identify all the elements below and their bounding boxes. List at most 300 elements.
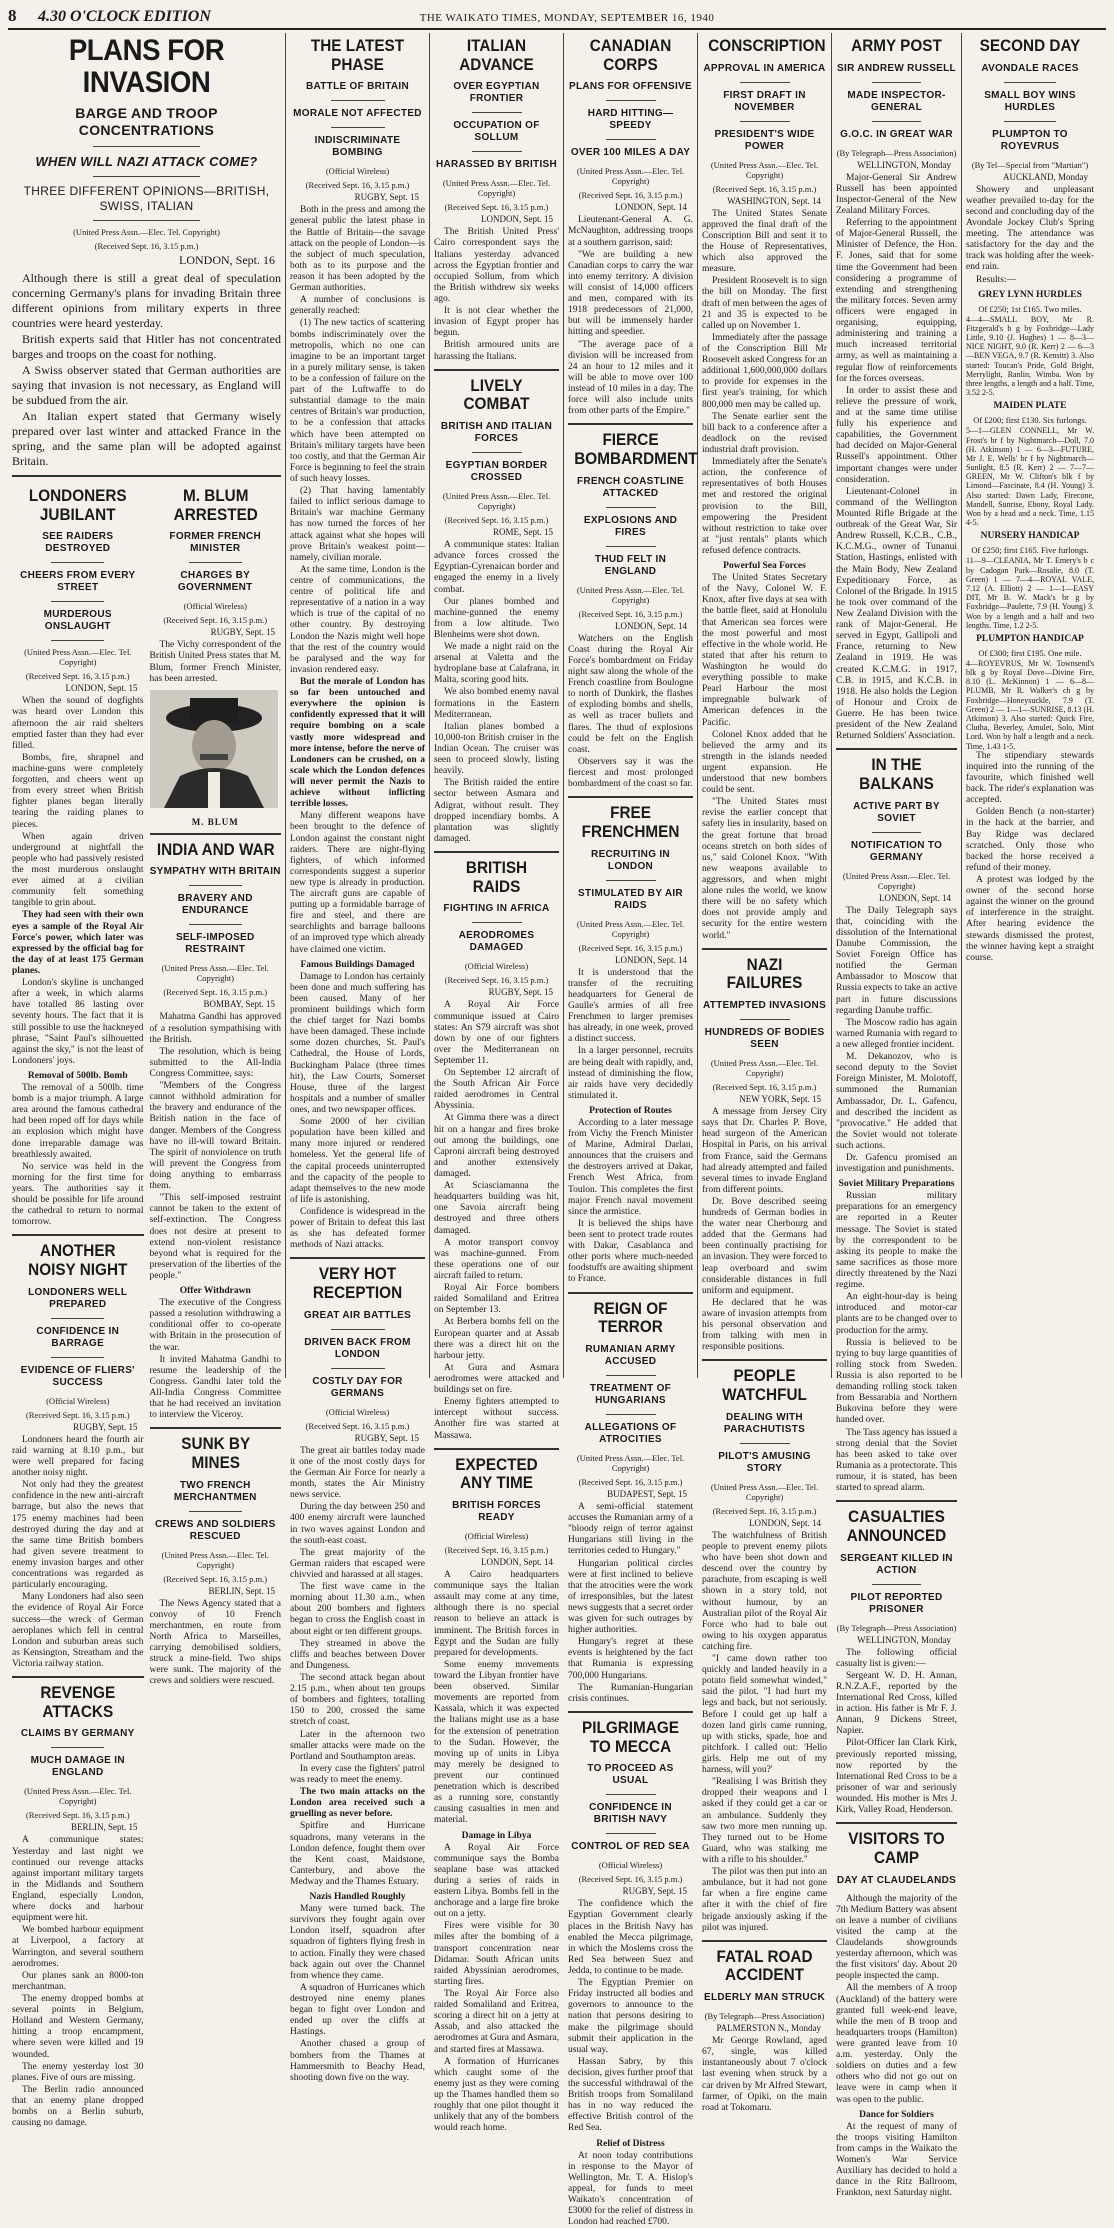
deck: GREAT AIR BATTLES (303, 1309, 412, 1321)
paragraph: A Royal Air Force communique says the Bomba seaplane base was attacked during a series of raids in eastern Libya. Bombs fell in the anchorage and a large fire broke out on a jetty. (434, 1842, 559, 1920)
paragraph: The British raided the entire sector between Asmara and Adigrat, without result. They dropped incendiary bombs. A plantation was slightly damaged. (434, 778, 559, 844)
paragraph: The United States Senate approved the final draft of the Conscription Bill and sent it to the House of Representatives, which also approved the measure. (702, 208, 827, 275)
paragraph: (1) The new tactics of scattering bombs indiscriminately over the metropolis, which no one can imagine to be an important target in a purely military sense, is taken to be a confession of failure on the part of the Luftwaffe to do substantial damage to the main centres of Britain's war production, to be a confession that attacks which have been attempted on Britain's military targets have been too costly, and that the German Air Force is beginning to feel the strain of such heavy losses. (290, 318, 425, 484)
received-line: (Received Sept. 16, 3.15 p.m.) (163, 615, 268, 626)
deck: ELDERLY MAN STRUCK (704, 1992, 825, 2004)
column-italian-advance (430, 33, 564, 2134)
received-line: (Received Sept. 16, 3.15 p.m.) (712, 183, 817, 194)
paragraph: We also bombed enemy naval formations in the Eastern Mediterranean. (434, 687, 559, 720)
deck: SYMPATHY WITH BRITAIN (149, 866, 281, 878)
paragraph: "This self-imposed restraint cannot be taken to the extent of self-extinction. The Congress does not desire at present to extend non-violent resistance beyond what is required for the preservation of the liberties of the people." (149, 1193, 281, 1281)
paragraph: Pilot-Officer Ian Clark Kirk, previously reported missing, now reported by the International Red Cross to be a prisoner of war and seriously wounded. His mother is Mrs J. Kirk, Valley Road, Henderson. (836, 1738, 957, 1816)
credit-line: (United Press Assn.—Elec. Tel. Copyright) (24, 647, 132, 668)
credit-line: (United Press Assn.—Elec. Tel. Copyright) (710, 1481, 819, 1502)
paragraph: The Moscow radio has again warned Rumania with regard to a new alleged frontier incident. (836, 1017, 957, 1050)
deck: MADE INSPECTOR-GENERAL (847, 89, 946, 113)
dateline: LONDON, Sept. 14 (481, 1557, 553, 1568)
race-results: 5—1—GLEN CONNELL, Mr W. Frost's br f by Nightmarch—Doll, 7.0 (H. Atkinson) 1 — 6—3—FUTURE, Mr J. E. Wells' br f by Nightmarch—Sunlight, 8.5 (R. Kerr) 2 — 7—7—GREEN, Mr W. Clifton's blk f by Limond—Fascinate, 8.4 (H. Young) 3. Also started: Dawn Lady, Firecone, Mandell, Sunrise, Ebony, Royal Lady. Won by a head and a neck. Time, 1.15 4-5. (966, 426, 1094, 528)
paragraph: At the request of many of the troops visiting Hamilton from camps in the Waikato the Women's War Service Auxiliary has decided to hold a dance in the Ritz Ballroom, Frankton, next Saturday night. (836, 2121, 957, 2199)
credit-line: (Official Wireless) (464, 1531, 529, 1542)
deck: RECRUITING IN LONDON (591, 848, 670, 872)
credit-line: (By Telegraph—Press Association) (836, 147, 957, 158)
received-line: (Received Sept. 16, 3.15 p.m.) (578, 1476, 683, 1487)
received-line: (Received Sept. 16, 3.15 p.m.) (94, 240, 199, 251)
paragraph: An Italian expert stated that Germany wisely prepared over last winter and attacked France in the spring, and the same plan will be adopted against Britain. (12, 408, 281, 468)
paragraph: An eight-hour-day is being introduced and motor-car plants are to be changed over to production for the army. (836, 1292, 957, 1336)
deck-when: WHEN WILL NAZI ATTACK COME? (35, 153, 258, 169)
headline-pilgrimage: PILGRIMAGE TO MECCA (582, 1717, 679, 1756)
headline-nazi-failures: NAZI FAILURES (726, 954, 803, 993)
paragraph: Major-General Sir Andrew Russell has been appointed Inspector-General of the New Zealand Military Forces. (836, 172, 957, 217)
headline-casualties: CASUALTIES ANNOUNCED (846, 1507, 947, 1545)
paragraph: The confidence which the Egyptian Government clearly places in the British Navy has enabled the Mecca pilgrimage, in which the Moslems cross the Red Sea between Suez and Jedda, to continue to be made. (568, 1899, 693, 1976)
paragraph: Referring to the appointment of Major-General Russell, the Minister of Defence, the Hon. F. Jones, said that for some time the Government had been considering a programme of extending and strengthening the military forces. Seven army officers were engaged in organising, equipping, administering and training a much increased territorial army, as well as maintaining a regular flow of reinforcements for the forces overseas. (836, 218, 957, 384)
paragraph: The pilot was then put into an ambulance, but it had not gone far when a fire engine came after it with the chief of fire brigade anxiously asking if the pilot was injured. (702, 1867, 827, 1933)
headline-noisy-night: ANOTHER NOISY NIGHT (28, 1241, 128, 1280)
subheading: Dance for Soldiers (859, 2109, 934, 2120)
deck: SIR ANDREW RUSSELL (837, 62, 956, 74)
headline-invasion: PLANS FOR INVASION (68, 34, 225, 99)
race-title: MAIDEN PLATE (993, 401, 1067, 412)
paragraph: Not only had they the greatest confidence in the new anti-aircraft barrage, but also the news that 175 enemy machines had been destroyed during the day and at the same time British bombers had given severe treatment to enemy invasion barges and other concentrations was regarded as particularly encouraging. (12, 1480, 144, 1591)
credit-line: (United Press Assn.—Elec. Tel. Copyright) (710, 159, 819, 180)
subheading: Relief of Distress (596, 2138, 665, 2149)
received-line: (Received Sept. 16, 3.15 p.m.) (444, 1545, 549, 1556)
deck: SERGEANT KILLED IN ACTION (840, 1552, 953, 1576)
paragraph: Confidence is widespread in the power of Britain to defeat this last as she has defeated former methods of Nazi attacks. (290, 1207, 425, 1251)
deck: MORALE NOT AFFECTED (293, 108, 422, 120)
subheading: Damage in Libya (461, 1830, 532, 1841)
paragraph: They had seen with their own eyes a sample of the Royal Air Force's power, which later was expressed by the official bag for the day of at least 175 German planes. (12, 910, 144, 976)
headline-italian-advance: ITALIAN ADVANCE (459, 36, 534, 74)
deck: DAY AT CLAUDELANDS (836, 1874, 957, 1886)
paragraph: The resolution, which is being submitted to the All-India Congress Committee, says: (149, 1046, 281, 1080)
headline-india: INDIA AND WAR (156, 839, 275, 859)
credit-line: (United Press Assn.—Elec. Tel. Copyright) (442, 178, 551, 199)
paragraph: The News Agency stated that a convoy of 10 French merchantmen, en route from North Africa to Marseilles, carrying demobilised soldiers, struck a mine-field. Two ships were sunk. The majority of the crews and soldiers were rescued. (149, 1598, 281, 1687)
paragraph: It is not clear whether the invasion of Egypt proper has begun. (434, 306, 559, 339)
paragraph: Another chased a group of bombers from the Thames at Hammersmith to Beachy Head, shooting down five on the way. (290, 2039, 425, 2083)
paragraph: Immediately after the passage of the Conscription Bill Mr Roosevelt asked Congress for an additional 1,600,000,000 dollars to provide for expenses in the first year's training, for which 800,000 men may be called up. (702, 332, 827, 410)
paragraph: Hungarian political circles were at first inclined to believe that the atrocities were the work of irresponsibles, but the latest news suggests that a secret order was given for such outrages by higher authorities. (568, 1558, 693, 1636)
subheading: Protection of Routes (589, 1105, 672, 1116)
paragraph: Mahatma Gandhi has approved of a resolution sympathising with the British. (149, 1012, 281, 1045)
paragraph: British armoured units are harassing the Italians. (434, 340, 559, 362)
dateline: AUCKLAND, Monday (1003, 171, 1088, 182)
deck: FRENCH COASTLINE ATTACKED (576, 475, 685, 499)
race-title: GREY LYNN HURDLES (978, 289, 1082, 300)
paragraph: Hungary's regret at these events is heightened by the fact that Rumania is expressing 700,000 Hungarians. (568, 1637, 693, 1681)
paragraph: The removal of a 500lb. time bomb is a major triumph. A large area around the famous cathedral had been roped off for days while an explosion which might have done irreparable damage was breathlessly awaited. (12, 1082, 144, 1160)
dateline: LONDON, Sept. 14 (615, 202, 687, 213)
paragraph: Russia is believed to be trying to buy large quantities of rolling stock from Sweden. Russia is also reported to be demanding rolling stock taken from Bessarabia and Northern Bukovina before they were handed over. (836, 1337, 957, 1426)
credit-line: (Official Wireless) (325, 166, 390, 177)
paragraph: A squadron of Hurricanes which destroyed nine enemy planes began to fight over London and ended up over the cliffs at Hastings. (290, 1982, 425, 2038)
deck: EXPLOSIONS AND FIRES (583, 514, 678, 538)
paragraph: It is believed the ships have been sent to protect trade routes with Dakar, Casablanca and other ports where much-needed foodstuffs are awaiting shipment to France. (568, 1218, 693, 1285)
paragraph: The following official casualty list is given:— (836, 1647, 957, 1669)
credit-line: (United Press Assn.—Elec. Tel. Copyright) (161, 963, 269, 984)
paragraph: The Senate earlier sent the bill back to a conference after a deadlock on the revised industrial draft provision. (702, 411, 827, 455)
headline-blum: M. BLUM ARRESTED (173, 485, 258, 524)
paragraph: No service was held in the morning for the first time for years. The authorities say it should be possible for life around the cathedral to return to normal tomorrow. (12, 1161, 144, 1228)
deck: CHARGES BY GOVERNMENT (177, 570, 253, 594)
paragraph: When again driven underground at nightfall the people who had passively resisted the most murderous onslaught ever aimed at a civilian community felt something tangible to grin about. (12, 831, 144, 909)
deck: HARD HITTING—SPEEDY (587, 108, 674, 132)
paragraph: The United States Secretary of the Navy, Colonel W. F. Knox, after five days at sea with the battle fleet, said at Honolulu that American sea forces were the most powerful and most effective in the whole world. He stated that after his return to Washington he would do everything possible to make Pearl Harbour the most impregnable bulwark of American defences in the Pacific. (702, 573, 827, 728)
paragraph: At Sciasciamanna the headquarters building was hit, one Savoia aircraft being destroyed and three others damaged. (434, 1181, 559, 1236)
credit-line: (United Press Assn.—Elec. Tel. Copyright) (842, 870, 951, 891)
deck: G.O.C. IN GREAT WAR (840, 128, 953, 140)
dateline: LONDON, Sept. 15 (65, 683, 138, 694)
dateline: WASHINGTON, Sept. 14 (727, 195, 821, 206)
deck: DEALING WITH PARACHUTISTS (723, 1411, 806, 1435)
received-line: (Received Sept. 16, 3.15 p.m.) (25, 671, 130, 682)
received-line: (Received Sept. 16, 3.15 p.m.) (578, 942, 683, 953)
paragraph: Royal Air Force bombers raided Somaliland and Eritrea on September 13. (434, 1283, 559, 1316)
dateline: RUGBY, Sept. 15 (622, 1886, 687, 1897)
paragraph: The first wave came in the morning about 11.30 a.m., when about 200 bombers and fighters began to cross the English coast in about eight or ten different groups. (290, 1582, 425, 1637)
race-detail: Of £200; first £130. Six furlongs. (973, 415, 1087, 426)
credit-line: (Official Wireless) (464, 961, 529, 972)
deck: PILOT'S AMUSING STORY (718, 1450, 811, 1474)
deck: EGYPTIAN BORDER CROSSED (445, 460, 548, 484)
edition-label: 4.30 O'CLOCK EDITION (38, 8, 211, 25)
paragraph: He declared that he was aware of invasion attempts from his personal observation and from talking with men in responsible positions. (702, 1297, 827, 1353)
headline-canadian-corps: CANADIAN CORPS (589, 36, 672, 74)
deck: AERODROMES DAMAGED (458, 930, 535, 954)
paragraph: The British United Press' Cairo correspondent says the Italians yesterday advanced across the Egyptian frontier and occupied Sollum, from which the British withdrew six weeks ago. (434, 227, 559, 305)
paragraph: (2) That having lamentably failed to inflict serious damage to Britain's war machine Germany has now turned the forces of her attack against what she hopes will prove Britain's weakest point—namely, civilian morale. (290, 486, 425, 563)
paragraph: Fires were visible for 30 miles after the bombing of a transport concentration near Didamar. South African units raided Abyssinian aerodromes, starting fires. (434, 1921, 559, 1987)
paragraph: The executive of the Congress passed a resolution withdrawing a conditional offer to co-operate with Britain in the prosecution of the war. (149, 1298, 281, 1353)
paragraph: The great majority of the German raiders that escaped were chivvied and harassed at all stages. (290, 1547, 425, 1581)
deck: EVIDENCE OF FLIERS' SUCCESS (20, 1364, 135, 1388)
deck: NOTIFICATION TO GERMANY (850, 839, 943, 863)
deck: CREWS AND SOLDIERS RESCUED (154, 1518, 276, 1542)
column-conscription (698, 33, 832, 2113)
deck: SMALL BOY WINS HURDLES (984, 89, 1076, 113)
deck: OVER EGYPTIAN FRONTIER (453, 81, 540, 105)
paragraph: On September 12 aircraft of the South African Air Force raided aerodromes in Central Abyssinia. (434, 1068, 559, 1112)
paragraph: Spitfire and Hurricane squadrons, many veterans in the London defence, fought them over the Kent coast, Maidstone, Canterbury, and above the Medway and the Thames Estuary. (290, 1821, 425, 1887)
paragraph: "Realising I was British they dropped their weapons and I asked if they could get a car or an ambulance. Suddenly they saw two more men running up. They turned out to be Home Guard, who was stalking me with a rifle to his shoulder." (702, 1777, 827, 1866)
paragraph: Later in the afternoon two smaller attacks were made on the Portland and Southampton areas. (290, 1729, 425, 1762)
credit-line: (United Press Assn.—Elec. Tel. Copyright) (73, 226, 220, 237)
dateline: NEW YORK, Sept. 15 (739, 1094, 821, 1105)
paragraph: Londoners heard the fourth air raid warning at 8.10 p.m., but were well prepared for facing another noisy night. (12, 1434, 144, 1479)
dateline: RUGBY, Sept. 15 (488, 987, 553, 998)
paragraph: "The average pace of a division will be increased from 24 an hour to 12 miles and it will be able to move over 100 instead of 10 miles in a day. The force will also include units from other parts of the Empire." (568, 339, 693, 417)
race-results: 11—9—CLEANIA, Mr T. Emery's b c by Cadogan Park—Rosalie, 8.0 (T. Green) 1 — 7—4—ROYAL VALE, 7.12 (A. Elliott) 2 — 1—1—EASY DIT, Mr B. W. Mack's br g by Foxbridge—Paulette, 7.9 (H. Young) 3. Won by a length and a half and two lengths. Time, 1.2 2-5. (966, 556, 1094, 630)
deck: CLAIMS BY GERMANY (20, 1728, 135, 1740)
credit-line: (Official Wireless) (183, 601, 247, 612)
deck: ATTEMPTED INVASIONS (702, 1000, 827, 1012)
paragraph: President Roosevelt is to sign the bill on Monday. The first draft of men between the ages of 21 and 35 is expected to be called up on November 1. (702, 276, 827, 331)
headline-visitors: VISITORS TO CAMP (848, 1829, 945, 1867)
subheading: Removal of 500lb. Bomb (27, 1070, 128, 1081)
paragraph: A Royal Air Force communique issued at Cairo states: An S79 aircraft was shot down by one of our fighters over the Mediterranean on September 11. (434, 1000, 559, 1066)
paragraph: The great air battles today made it one of the most costly days for the German Air Force for nearly a month, states the Air Ministry news service. (290, 1445, 425, 1501)
dateline: PALMERSTON N., Monday (716, 2023, 821, 2034)
deck-opinions: THREE DIFFERENT OPINIONS—BRITISH, SWISS, ITALIAN (23, 184, 270, 213)
received-line: (Received Sept. 16, 3.15 p.m.) (25, 1810, 130, 1821)
headline-free-frenchmen: FREE FRENCHMEN (581, 803, 680, 841)
race-title: NURSERY HANDICAP (980, 531, 1080, 542)
credit-line: (United Press Assn.—Elec. Tel. Copyright) (576, 584, 685, 605)
subheading: Famous Buildings Damaged (300, 959, 415, 970)
headline-fatal-accident: FATAL ROAD ACCIDENT (716, 1946, 813, 1985)
paragraph: During the day between 250 and 400 enemy aircraft were launched in two waves against London and the south-east coast. (290, 1502, 425, 1546)
paragraph: Damage to London has certainly been done and much suffering has been caused. Many of her prominent buildings which form the chief target for Nazi bombs have been damaged. These include some dozen churches, St. Paul's Cathedral, the House of Lords, Buckingham Palace (three times hit), the Law Courts, Somerset House, three of the largest hospitals and a number of smaller ones, and two newspaper offices. (290, 971, 425, 1116)
deck: TO PROCEED AS USUAL (587, 1763, 674, 1787)
paragraph: The Rumanian-Hungarian crisis continues. (568, 1682, 693, 1704)
subheading: Powerful Sea Forces (723, 561, 806, 572)
subcol-left (12, 483, 144, 2130)
deck: CONTROL OF RED SEA (571, 1841, 690, 1853)
paragraph: The Egyptian Premier on Friday instructed all bodies and governors to announce to the nation that persons desiring to make the pilgrimage should submit their application in the usual way. (568, 1978, 693, 2055)
deck: BRITISH FORCES READY (452, 1500, 541, 1524)
paragraph: The stipendiary stewards inquired into the running of the favourite, which finished well back. The rider's explanation was accepted. (966, 750, 1094, 806)
paragraph: Many different weapons have been brought to the defence of London against the constant night raiders. There are night-flying fighters, of which informed correspondents suggest a superior new type is already in production. The aircraft guns are capable of putting up a formidable barrage of fire and steel, and there are searchlights and barrage balloons of an improved type which already have claimed one victim. (290, 811, 425, 955)
paragraph: Our planes sank an 8000-ton merchantman. (12, 1970, 144, 1992)
headline-british-raids: BRITISH RAIDS (465, 858, 528, 896)
dateline: LONDON, Sept. 14 (615, 954, 687, 965)
deck: ALLEGATIONS OF ATROCITIES (584, 1421, 677, 1445)
dateline: WELLINGTON, Monday (857, 159, 951, 170)
headline-very-hot: VERY HOT RECEPTION (312, 1264, 403, 1303)
received-line: (Received Sept. 16, 3.15 p.m.) (712, 1082, 817, 1093)
credit-line: (United Press Assn.—Elec. Tel. Copyright) (24, 1786, 132, 1807)
deck: BRITISH AND ITALIAN FORCES (440, 421, 553, 445)
paragraph: But the morale of London has so far been untouched and everywhere the opinion is confidently expressed that it will require bombing on a scale vastly more widespread and more intense, before the nerve of Londoners can be crushed, on a scale which the London defences will never permit the Nazis to achieve without inflicting terrible losses. (290, 676, 425, 810)
deck: SELF-IMPOSED RESTRAINT (175, 932, 255, 956)
paragraph: British experts said that Hitler has not concentrated barges and troops on the coast for nothing. (12, 331, 281, 361)
received-line: (Received Sept. 16, 3.15 p.m.) (712, 1505, 817, 1516)
paragraph: The watchfulness of British people to prevent enemy pilots who have been shot down and descend over the country by parachute, from escaping is well shown in a story told, not without humour, by an Australian pilot of the Royal Air Force who had to bale out owing to his oxygen apparatus catching fire. (702, 1530, 827, 1652)
dateline: RUGBY, Sept. 15 (73, 1421, 138, 1432)
paragraph: Showery and unpleasant weather prevailed to-day for the second and concluding day of the Avondale Jockey Club's Spring meeting. The attendance was satisfactory for the day and the track was holding after the week-end rain. (966, 184, 1094, 273)
paper-dateline: THE WAIKATO TIMES, MONDAY, SEPTEMBER 16, 1940 (419, 12, 715, 24)
column-canadian-corps (564, 33, 698, 2228)
deck: TREATMENT OF HUNGARIANS (589, 1382, 672, 1406)
deck: LONDONERS WELL PREPARED (28, 1286, 128, 1310)
paragraph: Bombs, fire, shrapnel and machine-guns were completely forgotten, and cheers went up from every street when British fighter planes began literally tearing the raiding planes to pieces. (12, 752, 144, 830)
paragraph: The enemy yesterday lost 30 planes. Five of ours are missing. (12, 2061, 144, 2083)
column-army-post (832, 33, 962, 2199)
deck: HARASSED BY BRITISH (435, 159, 558, 171)
deck: CHEERS FROM EVERY STREET (20, 570, 136, 594)
paragraph: At Gimma there was a direct hit on a hangar and fires broke out among the buildings, one Caproni aircraft being destroyed and another extensively damaged. (434, 1113, 559, 1180)
paragraph: Lieutenant-General A. G. McNaughton, addressing troops at a southern garrison, said: (568, 215, 693, 248)
paragraph: According to a later message from Vichy the French Minister of Marine, Admiral Darlan, announces that the cruisers and the destroyers arrived at Dakar, French West Africa, from Toulon. This completes the first major French naval movement since the armistice. (568, 1117, 693, 1217)
deck: SEE RAIDERS DESTROYED (42, 531, 114, 555)
dateline: BUDAPEST, Sept. 15 (607, 1488, 687, 1499)
dateline: LONDON, Sept. 16 (179, 252, 275, 267)
deck: DRIVEN BACK FROM LONDON (304, 1336, 411, 1360)
deck: ACTIVE PART BY SOVIET (853, 800, 940, 824)
credit-line: (United Press Assn.—Elec. Tel. Copyright) (710, 1058, 819, 1079)
headline-reign-of-terror: REIGN OF TERROR (593, 1298, 668, 1337)
paragraph: A protest was lodged by the owner of the second horse against the winner on the ground of interference in the straight. After hearing evidence the stewards dismissed the protest, the winner having kept a straight course. (966, 875, 1094, 963)
deck: STIMULATED BY AIR RAIDS (578, 887, 683, 911)
race-detail: Of £250; first £165. Five furlongs. (971, 545, 1089, 556)
credit-line: (United Press Assn.—Elec. Tel. Copyright) (576, 918, 685, 939)
deck: PLANS FOR OFFENSIVE (569, 81, 692, 93)
headline-fierce-bombardment: FIERCE BOMBARDMENT (574, 430, 698, 469)
paragraph: In order to assist these and relieve the pressure of work, and at the same time utilise fully his experience and capabilities, the Government had decided on Major-General Russell's appointment. Other important changes were under consideration. (836, 385, 957, 485)
paragraph: At Gura and Asmara aerodromes were attacked and buildings set on fire. (434, 1362, 559, 1396)
deck: OCCUPATION OF SOLLUM (453, 120, 540, 144)
deck: FIGHTING IN AFRICA (443, 903, 550, 915)
paragraph: The Royal Air Force also raided Somaliland and Eritrea, scoring a direct hit on a jetty at Assab, and also attacked the aerodromes at Gura and Asmara, and started fires at Massawa. (434, 1988, 559, 2055)
paragraph: "Members of the Congress cannot withhold admiration for the bravery and endurance of the British nation in the face of danger. Members of the Congress have no ill-will toward Britain. The spirit of nonviolence on truth will prevent the Congress from doing anything to embarrass them. (149, 1081, 281, 1192)
dateline: LONDON, Sept. 14 (749, 1517, 821, 1528)
headline-lively-combat: LIVELY COMBAT (463, 375, 530, 414)
race-title: PLUMPTON HANDICAP (976, 633, 1084, 644)
deck: PILOT REPORTED PRISONER (850, 1591, 943, 1615)
paragraph: At the same time, London is the centre of communications, the centre of political life and representative of a nation in a way which is true of the capital of no other country. By destroying London the Nazis might well hope that the rest of the country would be paralysed and the way for invasion rendered easy. (290, 564, 425, 675)
paragraph: When the sound of dogfights was heard over London this afternoon the air raid shelters emptied faster than they had ever filled. (12, 696, 144, 751)
deck: BRAVERY AND ENDURANCE (177, 893, 253, 917)
deck: MUCH DAMAGE IN ENGLAND (30, 1755, 125, 1779)
received-line: (Received Sept. 16, 3.15 p.m.) (305, 180, 410, 191)
paragraph: Both in the press and among the general public the latest phase in the Battle of Britain—the savage attack on the people of London—is the subject of much speculation, both as to its purpose and the reason it has been adopted by the German authorities. (290, 205, 425, 294)
paragraph: The second attack began about 2.15 p.m., when about ten groups of bombers and fighters, totalling 150 to 200, crossed the same stretch of coast. (290, 1673, 425, 1728)
paragraph: Colonel Knox added that he believed the army and its strength in the islands needed urgent expansion. He understood that new bombers could be sent. (702, 729, 827, 796)
paragraph: The two main attacks on the London area received such a gruelling as never before. (290, 1787, 425, 1820)
dateline: RUGBY, Sept. 15 (354, 1432, 419, 1443)
headline-latest-phase: THE LATEST PHASE (310, 36, 405, 74)
deck: THUD FELT IN ENGLAND (594, 553, 667, 577)
paragraph: Lieutenant-Colonel in command of the Wellington Mounted Rifle Brigade at the outbreak of the Great War, Sir Andrew Russell, K.C.B., C.B., K.C.M.G., owner of Tunanui Station, Hastings, enlisted with the Main Body, New Zealand Expeditionary Force, as Colonel of the Brigade. In 1915 he took over command of the New Zealand Division with the rank of Major-General. He served in Egypt, Gallipoli and France, returning to New Zealand in 1919. He was created K.C.M.G. in 1917, C.B. in 1915, and K.C.B. in 1918. He also holds the Legion of Honour and Croix de Guerre. He has been twice president of the New Zealand Returned Soldiers' Association. (836, 486, 957, 742)
received-line: (Received Sept. 16, 3.15 p.m.) (444, 975, 549, 986)
received-line: (Received Sept. 16, 3.15 p.m.) (578, 608, 683, 619)
deck: APPROVAL IN AMERICA (703, 62, 826, 74)
deck: MURDEROUS ONSLAUGHT (43, 609, 112, 633)
credit-line: (United Press Assn.—Elec. Tel. Copyright) (161, 1549, 269, 1570)
dateline: ROME, Sept. 15 (492, 527, 553, 538)
paragraph: In a larger personnel, recruits are being dealt with rapidly, and, instead of diminishing the flow, air raids have very decidedly stimulated it. (568, 1046, 693, 1101)
paragraph: They streamed in above the cliffs and beaches between Dover and Dungeness. (290, 1638, 425, 1671)
paragraph: The Tass agency has issued a strong denial that the Soviet has been asked to take over Rumania as a protectorate. This rumour, it is stated, has been started to spread alarm. (836, 1427, 957, 1494)
received-line: (Received Sept. 16, 3.15 p.m.) (25, 1409, 130, 1420)
paragraph: Our planes bombed and machine-gunned the enemy from a low altitude. Two Blenheims were shot down. (434, 596, 559, 640)
paragraph: At Berbera bombs fell on the European quarter and at Assab there was a direct hit on the harbour jetty. (434, 1317, 559, 1361)
paragraph: The Daily Telegraph says that, coinciding with the dissolution of the International Danube Commission, the Soviet Foreign Office has notified the German Ambassador to Moscow that Russia expects to take an active part in future discussions regarding Danube traffic. (836, 905, 957, 1016)
subheading: Offer Withdrawn (179, 1286, 251, 1297)
column-second-day (962, 33, 1098, 1378)
subcol-right (150, 483, 282, 2130)
headline-balkans: IN THE BALKANS (859, 755, 934, 793)
credit-line: (By Telegraph—Press Association) (704, 2011, 825, 2022)
paragraph: All the members of A troop (Auckland) of the battery were granted full week-end leave, while the men of B troop and headquarters troops (Hamilton) were granted leave from 10 a.m. yesterday. Only the soldiers on duties and a few others who did not go out on leave were in camp when it was open to the public. (836, 1983, 957, 2105)
paragraph: Although the majority of the 7th Medium Battery was absent on leave a number of civilians visited the camp at the Claudelands showgrounds yesterday afternoon, which was the first visitors' day. About 20 people inspected the camp. (836, 1893, 957, 1982)
deck: HUNDREDS OF BODIES SEEN (704, 1027, 825, 1051)
paragraph: Many were turned back. The survivors they fought again over London itself, squadron after squadron of fighters flying fresh in to action. Finally they were chased back again out over the Channel from whence they came. (290, 1904, 425, 1981)
dateline: RUGBY, Sept. 15 (354, 192, 419, 203)
paragraph: M. Dekanozov, who is second deputy to the Soviet Foreign Minister, M. Molotoff, summoned the Rumanian Ambassador, Dr. L. Gafencu, and described the incident as "provocative." He added that the Soviet would not tolerate such actions. (836, 1052, 957, 1151)
credit-line: (United Press Assn.—Elec. Tel. Copyright) (576, 166, 685, 187)
deck: BATTLE OF BRITAIN (305, 81, 410, 93)
paragraph: Many Londoners had also seen the evidence of Royal Air Force success—the wreck of German aeroplanes which fell in central London and suburban areas such as Kensington, Streatham and the Victoria railway station. (12, 1592, 144, 1669)
paragraph: A message from Jersey City says that Dr. Charles P. Bove, head surgeon of the American Hospital in Paris, on his arrival from France, said the Germans had already attempted and failed several times to invade England from different points. (702, 1107, 827, 1195)
photo-caption: M. BLUM (191, 816, 239, 827)
paragraph: The enemy dropped bombs at several points in Belgium, Holland and Western Germany, hitting a troop encampment, where seven were killed and 19 wounded. (12, 1993, 144, 2060)
masthead (8, 6, 1106, 30)
headline-conscription: CONSCRIPTION (708, 36, 826, 55)
column-invasion (8, 33, 286, 2129)
paragraph: "We are building a new Canadian corps to carry the war into enemy territory. A division will consist of 14,000 officers and men, compared with its 1918 predecessors of 21,000, but will be immensely harder hitting and speedier. (568, 249, 693, 338)
dateline: LONDON, Sept. 15 (481, 214, 553, 225)
credit-line: (Official Wireless) (46, 1395, 110, 1406)
paragraph: We bombed harbour equipment at Liverpool, a factory at Warrington, and several southern aerodromes. (12, 1925, 144, 1969)
column-latest-phase (286, 33, 430, 2083)
paragraph: Dr. Gafencu promised an investigation and punishments. (836, 1153, 957, 1175)
received-line: (Received Sept. 16, 3.15 p.m.) (163, 1573, 268, 1584)
paragraph: Dr. Bove described seeing hundreds of German bodies in the water near Cherbourg and added that the Germans had been continually practising for an invasion. They were forced to leap overboard and swim considerable distances in full uniform and equipment. (702, 1196, 827, 1296)
blum-portrait-photo (150, 690, 278, 808)
headline-army-post: ARMY POST (851, 36, 942, 55)
headline-revenge: REVENGE ATTACKS (40, 1683, 116, 1721)
deck-barge: BARGE AND TROOP CONCENTRATIONS (75, 105, 218, 138)
paragraph: Some 2000 of her civilian population have been killed and many more injured or rendered homeless. Yet the general life of the capital proceeds uninterrupted and the capacity of the people to adapt themselves to the new mode of life is astonishing. (290, 1117, 425, 1205)
paragraph: It invited Mahatma Gandhi to resume the leadership of the Congress. Gandhi later told the All-India Congress Committee that he had received an invitation to interview the Viceroy. (149, 1354, 281, 1421)
paragraph: We made a night raid on the arsenal at Valetta and the hydroplane base at Calafrana, in Malta, scoring good hits. (434, 642, 559, 686)
credit-line: (Official Wireless) (598, 1860, 663, 1871)
credit-line: (By Tel—Special from "Martian") (971, 159, 1089, 170)
race-detail: Of £250; 1st £165. Two miles. (978, 303, 1082, 314)
paragraph: A motor transport convoy was machine-gunned. From these operations one of our aircraft failed to return. (434, 1237, 559, 1282)
paragraph: Enemy fighters attempted to intercept without success. Another fire was started at Massawa. (434, 1397, 559, 1441)
paragraph: Mr George Rowland, aged 67, single, was killed instantaneously about 7 o'clock last evening when struck by a car driven by Mr Alfred Stewart, farmer, of Opiki, on the main road at Tokomaru. (702, 2036, 827, 2113)
paragraph: Russian military preparations for an emergency are reported in a Reuter message. The Soviet is stated by the correspondent to be asking its people to make the same sacrifices as those more directly threatened by the Nazi regime. (836, 1191, 957, 1291)
paragraph: Hassan Sabry, by this decision, gives further proof that the successful withdrawal of the British troops from Somaliland has in no way reduced the effective British control of the Red Sea. (568, 2056, 693, 2134)
subheading: Nazis Handled Roughly (309, 1892, 406, 1903)
deck: CONFIDENCE IN BRITISH NAVY (589, 1802, 672, 1826)
deck: TWO FRENCH MERCHANTMEN (173, 1479, 257, 1503)
deck: RUMANIAN ARMY ACCUSED (585, 1343, 676, 1367)
received-line: (Received Sept. 16, 3.15 p.m.) (444, 202, 549, 213)
paragraph: Watchers on the English Coast during the Royal Air Force's bombardment on Friday night saw along the whole of the French coastline from Boulogne to north of Dunkirk, the flashes of exploding bombs and shells, as well as tracer bullets and flares. The thud of explosions could be felt on the English coast. (568, 633, 693, 755)
paragraph: Although there is still a great deal of speculation concerning Germany's plans for invading Britain three different opinions from military experts in three countries were heard yesterday. (12, 270, 281, 330)
credit-line: (United Press Assn.—Elec. Tel. Copyright) (576, 1452, 685, 1473)
deck: AVONDALE RACES (981, 62, 1079, 74)
paragraph: A formation of Hurricanes which caught some of the enemy just as they were coming up the Thames handled them so roughly that one pilot thought it unlikely that any of the bombers would reach home. (434, 2056, 559, 2134)
received-line: (Received Sept. 16, 3.15 p.m.) (305, 1420, 410, 1431)
headline-expected: EXPECTED ANY TIME (455, 1454, 538, 1493)
paragraph: A Swiss observer stated that German authorities are saying that invasion is not necessary, as England will be subdued from the air. (12, 362, 281, 407)
paragraph: "The United States must revise the earlier concept that safety lies in insularity, based on the great fortune that broad oceans stretch on both sides of us," said Colonel Knox. "With new weapons available to aggressors, and when might alone rules the world, we know there will be no safety which does not provide amply and security for the entire western world." (702, 797, 827, 941)
race-results: 4—4—SMALL BOY, Mr R. Fitzgerald's b g by Foxbridge—Lady Little, 9.10 (J. Hughes) 1 — 8—3—NICE NIGHT, 9.0 (R. Kerr) 2 — 6—3—BEN VEGA, 9.7 (R. Kensitt) 3. Also started: Toucan's Pride, Gold Bright, Merrylight, Ranlin, Wimba. Won by three lengths, a length and a half. Time, 3.52 2-5. (966, 314, 1094, 398)
paragraph: Immediately after the Senate's action, the conference of representatives of both Houses met and restored the original provision to the Bill, empowering the President without restriction to take over at "just rentals" plants which refused defence contracts. (702, 457, 827, 556)
dateline: BERLIN, Sept. 15 (208, 1585, 275, 1596)
received-line: (Received Sept. 16, 3.15 p.m.) (163, 987, 268, 998)
headline-people-watchful: PEOPLE WATCHFUL (722, 1366, 807, 1405)
paragraph: A semi-official statement accuses the Rumanian army of a "bloody reign of terror against Hungarians still living in the territories ceded to Hungary." (568, 1501, 693, 1557)
dateline: LONDON, Sept. 14 (615, 620, 687, 631)
paragraph: London's skyline is unchanged after a week, in which alarms have totalled 86 lasting over seventy hours. The fact that it is still possible to use the hackneyed phrase, "Saint Paul's silhouetted against the sky," is not the least of Londoners' joys. (12, 978, 144, 1066)
dateline: WELLINGTON, Monday (857, 1634, 951, 1645)
headline-sunk: SUNK BY MINES (180, 1434, 250, 1472)
received-line: (Received Sept. 16, 3.15 p.m.) (444, 515, 549, 526)
paragraph: A Cairo headquarters communique says the Italian assault may come at any time, although there is no special reason to believe an attack is imminent. The British forces in Egypt and the Sudan are fully prepared for developments. (434, 1570, 559, 1658)
subheading: Soviet Military Preparations (838, 1179, 955, 1190)
headline-londoners: LONDONERS JUBILANT (28, 485, 127, 524)
credit-line: (United Press Assn.—Elec. Tel. Copyright) (442, 491, 551, 512)
paragraph: It is understood that the transfer of the recruiting headquarters for General de Gaulle's armies of all free Frenchmen to larger premises has already, in one week, proved a distinct success. (568, 967, 693, 1045)
paragraph: A communique states: Italian advance forces crossed the Egyptian-Cyrenaican border and engaged the enemy in a lively combat. (434, 540, 559, 595)
